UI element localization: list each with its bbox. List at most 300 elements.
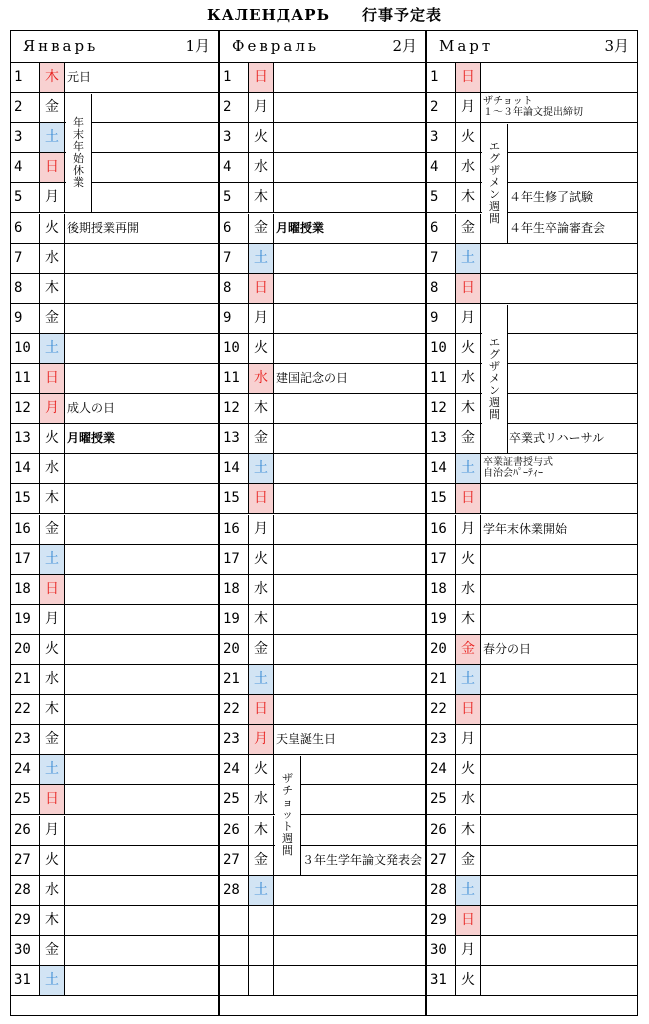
weekday: 水 <box>456 364 481 393</box>
day-row <box>220 876 425 906</box>
day-row <box>427 966 637 996</box>
day-row <box>220 605 425 635</box>
day-number: 2 <box>11 93 40 122</box>
day-number: 6 <box>11 214 40 243</box>
day-row <box>427 545 637 575</box>
day-number: 26 <box>11 816 40 845</box>
day-number: 31 <box>11 966 40 995</box>
day-number: 7 <box>427 244 456 273</box>
vertical-char: ト <box>282 820 293 834</box>
day-number: 1 <box>220 63 249 92</box>
day-number: 9 <box>11 304 40 333</box>
day-number: 22 <box>11 695 40 724</box>
weekday: 火 <box>249 334 274 363</box>
day-number <box>220 906 249 935</box>
weekday: 火 <box>40 846 65 875</box>
day-row <box>220 936 425 966</box>
day-number: 24 <box>11 755 40 784</box>
vertical-char: 休 <box>73 164 84 178</box>
weekday: 月 <box>249 515 274 544</box>
day-row <box>427 816 637 846</box>
month-header <box>220 31 425 63</box>
day-event: ４年生修了試験 <box>509 190 594 205</box>
weekday: 月 <box>40 605 65 634</box>
weekday: 日 <box>456 695 481 724</box>
day-number: 13 <box>220 424 249 453</box>
day-row <box>220 424 425 454</box>
day-row <box>220 484 425 514</box>
day-row <box>427 364 637 394</box>
day-row <box>11 334 218 364</box>
day-number: 13 <box>11 424 40 453</box>
day-event: 卒業証書授与式 自治会ﾊﾟｰﾃｨｰ <box>483 457 553 480</box>
day-row <box>11 816 218 846</box>
day-number <box>220 936 249 965</box>
day-number: 23 <box>11 725 40 754</box>
day-event: ４年生卒論審査会 <box>509 220 606 235</box>
day-number: 13 <box>427 424 456 453</box>
day-number: 4 <box>11 153 40 182</box>
day-row <box>220 183 425 213</box>
weekday: 木 <box>456 605 481 634</box>
day-number: 1 <box>427 63 456 92</box>
day-row <box>220 665 425 695</box>
month-name-ru: Февраль <box>232 37 320 55</box>
weekday: 日 <box>40 364 65 393</box>
month-name-jp: 3月 <box>604 37 629 55</box>
month-name-ru: Март <box>439 37 494 55</box>
day-event: 建国記念の日 <box>276 371 349 385</box>
day-number: 21 <box>11 665 40 694</box>
day-number: 17 <box>427 545 456 574</box>
day-row <box>220 454 425 484</box>
day-row <box>11 394 218 424</box>
day-row <box>11 515 218 545</box>
weekday: 水 <box>40 665 65 694</box>
weekday: 月 <box>456 93 481 122</box>
day-number: 6 <box>427 214 456 243</box>
day-number: 23 <box>220 725 249 754</box>
day-row <box>11 545 218 575</box>
weekday: 月 <box>456 725 481 754</box>
day-row <box>220 93 425 123</box>
day-number: 10 <box>11 334 40 363</box>
vertical-char: ョ <box>282 796 293 810</box>
day-number: 27 <box>11 846 40 875</box>
weekday: 金 <box>40 515 65 544</box>
day-row <box>427 63 637 93</box>
weekday <box>249 906 274 935</box>
day-number: 15 <box>11 484 40 513</box>
weekday: 火 <box>249 545 274 574</box>
vertical-char: 始 <box>73 152 84 166</box>
day-row <box>11 454 218 484</box>
day-row <box>427 635 637 665</box>
weekday: 金 <box>40 93 65 122</box>
weekday: 土 <box>456 665 481 694</box>
day-number: 4 <box>220 153 249 182</box>
day-row <box>220 214 425 244</box>
day-number: 19 <box>220 605 249 634</box>
month-name-jp: 2月 <box>392 37 417 55</box>
weekday: 日 <box>249 63 274 92</box>
day-event: 月曜授業 <box>67 431 116 446</box>
vertical-char: 間 <box>282 844 293 858</box>
day-row <box>11 304 218 334</box>
vertical-char: 週 <box>489 200 500 214</box>
day-number: 15 <box>220 484 249 513</box>
day-row <box>427 214 637 244</box>
day-event: 後期授業再開 <box>67 220 140 235</box>
weekday: 金 <box>456 424 481 453</box>
weekday: 土 <box>40 334 65 363</box>
day-number: 21 <box>427 665 456 694</box>
day-row <box>11 424 218 454</box>
page-title: КАЛЕНДАРЬ 行事予定表 <box>207 6 442 24</box>
day-row <box>220 906 425 936</box>
calendar-grid <box>10 30 638 1016</box>
day-number: 23 <box>427 725 456 754</box>
weekday: 日 <box>456 484 481 513</box>
weekday: 土 <box>249 665 274 694</box>
month-header <box>427 31 637 63</box>
weekday: 土 <box>40 966 65 995</box>
weekday: 金 <box>249 214 274 243</box>
vertical-char: ン <box>489 188 500 202</box>
day-number: 8 <box>11 274 40 303</box>
weekday: 木 <box>249 605 274 634</box>
day-row <box>220 575 425 605</box>
day-row <box>11 153 218 183</box>
day-row <box>427 665 637 695</box>
day-event: 元日 <box>67 70 92 84</box>
day-row <box>11 906 218 936</box>
weekday: 火 <box>456 334 481 363</box>
vertical-char: グ <box>489 152 500 166</box>
weekday: 木 <box>40 695 65 724</box>
day-number: 26 <box>220 816 249 845</box>
day-number: 15 <box>427 484 456 513</box>
day-number: 25 <box>11 785 40 814</box>
day-number: 5 <box>427 183 456 212</box>
day-number: 11 <box>427 364 456 393</box>
day-number: 9 <box>427 304 456 333</box>
weekday: 金 <box>456 214 481 243</box>
vertical-char: 年 <box>73 116 84 130</box>
day-row <box>220 785 425 815</box>
weekday: 月 <box>40 816 65 845</box>
vertical-char: 週 <box>489 396 500 410</box>
day-row <box>427 93 637 123</box>
vertical-event-label <box>66 94 92 212</box>
weekday: 水 <box>249 785 274 814</box>
weekday: 水 <box>40 244 65 273</box>
day-row <box>220 244 425 274</box>
weekday: 月 <box>249 725 274 754</box>
day-number: 2 <box>427 93 456 122</box>
vertical-char: 間 <box>489 212 500 226</box>
day-number: 25 <box>427 785 456 814</box>
day-row <box>220 755 425 785</box>
day-row <box>11 876 218 906</box>
weekday: 水 <box>40 876 65 905</box>
weekday: 土 <box>456 454 481 483</box>
day-row <box>427 755 637 785</box>
day-row <box>220 966 425 996</box>
day-number: 8 <box>427 274 456 303</box>
month-january <box>11 31 218 1015</box>
day-number: 10 <box>427 334 456 363</box>
day-row <box>427 785 637 815</box>
day-event: 学年末休業開始 <box>483 521 568 536</box>
weekday: 木 <box>40 63 65 92</box>
day-number: 25 <box>220 785 249 814</box>
vertical-char: エ <box>489 140 500 154</box>
weekday: 土 <box>40 755 65 784</box>
day-row <box>427 123 637 153</box>
vertical-char: メ <box>489 176 500 190</box>
weekday: 金 <box>249 635 274 664</box>
day-number: 29 <box>11 906 40 935</box>
day-row <box>427 575 637 605</box>
day-number: 19 <box>427 605 456 634</box>
weekday <box>249 936 274 965</box>
day-number: 22 <box>220 695 249 724</box>
weekday: 火 <box>456 123 481 152</box>
weekday: 日 <box>456 274 481 303</box>
day-number <box>220 966 249 995</box>
day-number: 29 <box>427 906 456 935</box>
weekday: 火 <box>40 214 65 243</box>
day-row <box>427 424 637 454</box>
day-row <box>11 966 218 996</box>
day-row <box>11 93 218 123</box>
day-number: 24 <box>220 755 249 784</box>
weekday: 土 <box>249 454 274 483</box>
weekday: 金 <box>40 304 65 333</box>
day-number: 3 <box>220 123 249 152</box>
weekday: 木 <box>456 183 481 212</box>
day-row <box>427 695 637 725</box>
weekday: 月 <box>40 183 65 212</box>
day-row <box>11 123 218 153</box>
weekday: 日 <box>40 153 65 182</box>
day-number: 27 <box>220 846 249 875</box>
day-row <box>220 334 425 364</box>
day-number: 28 <box>11 876 40 905</box>
day-row <box>220 695 425 725</box>
weekday: 金 <box>249 846 274 875</box>
weekday: 水 <box>249 575 274 604</box>
day-event: ３年生学年論文発表会 <box>302 852 423 867</box>
weekday: 日 <box>249 484 274 513</box>
day-number: 1 <box>11 63 40 92</box>
vertical-char: 業 <box>73 176 84 190</box>
day-number: 31 <box>427 966 456 995</box>
day-row <box>220 515 425 545</box>
day-number: 14 <box>11 454 40 483</box>
day-number: 9 <box>220 304 249 333</box>
month-header <box>11 31 218 63</box>
day-number: 14 <box>427 454 456 483</box>
day-row <box>427 906 637 936</box>
month-name-jp: 1月 <box>185 37 210 55</box>
day-number: 11 <box>11 364 40 393</box>
vertical-char: ザ <box>489 164 500 178</box>
weekday: 日 <box>249 274 274 303</box>
weekday: 月 <box>456 304 481 333</box>
day-row <box>11 364 218 394</box>
day-row <box>11 695 218 725</box>
day-row <box>11 665 218 695</box>
weekday: 土 <box>456 244 481 273</box>
vertical-char: ン <box>489 384 500 398</box>
vertical-char: グ <box>489 348 500 362</box>
day-row <box>427 936 637 966</box>
day-row <box>11 63 218 93</box>
vertical-char: 年 <box>73 140 84 154</box>
day-row <box>11 274 218 304</box>
day-event: 天皇誕生日 <box>276 732 337 747</box>
weekday <box>249 966 274 995</box>
day-row <box>220 846 425 876</box>
weekday: 火 <box>40 424 65 453</box>
day-number: 20 <box>220 635 249 664</box>
weekday: 火 <box>40 635 65 664</box>
day-row <box>427 846 637 876</box>
weekday: 月 <box>456 515 481 544</box>
weekday: 日 <box>40 785 65 814</box>
day-row <box>220 635 425 665</box>
weekday: 木 <box>40 906 65 935</box>
weekday: 木 <box>249 394 274 423</box>
vertical-event-label <box>482 124 508 242</box>
day-row <box>427 394 637 424</box>
day-number: 17 <box>11 545 40 574</box>
day-row <box>427 725 637 755</box>
weekday: 水 <box>249 153 274 182</box>
day-row <box>427 274 637 304</box>
weekday: 土 <box>40 545 65 574</box>
weekday: 土 <box>456 876 481 905</box>
day-number: 20 <box>11 635 40 664</box>
vertical-char: メ <box>489 372 500 386</box>
day-number: 16 <box>220 515 249 544</box>
day-row <box>11 635 218 665</box>
day-row <box>220 274 425 304</box>
weekday: 木 <box>40 484 65 513</box>
day-row <box>427 304 637 334</box>
weekday: 金 <box>456 635 481 664</box>
day-row <box>11 484 218 514</box>
day-row <box>220 304 425 334</box>
day-row <box>11 846 218 876</box>
day-row <box>427 334 637 364</box>
day-number: 14 <box>220 454 249 483</box>
day-row <box>11 183 218 213</box>
day-event: 卒業式リハーサル <box>509 431 605 446</box>
weekday: 月 <box>249 93 274 122</box>
day-number: 26 <box>427 816 456 845</box>
day-row <box>11 936 218 966</box>
day-number: 5 <box>220 183 249 212</box>
day-number: 5 <box>11 183 40 212</box>
day-number: 20 <box>427 635 456 664</box>
weekday: 木 <box>456 816 481 845</box>
day-number: 22 <box>427 695 456 724</box>
weekday: 金 <box>40 725 65 754</box>
day-row <box>11 785 218 815</box>
weekday: 水 <box>249 364 274 393</box>
day-number: 18 <box>220 575 249 604</box>
weekday: 火 <box>456 755 481 784</box>
day-event: 月曜授業 <box>276 220 325 235</box>
weekday: 火 <box>249 123 274 152</box>
weekday: 金 <box>40 936 65 965</box>
vertical-char: 間 <box>489 408 500 422</box>
weekday: 水 <box>40 454 65 483</box>
day-number: 3 <box>11 123 40 152</box>
day-number: 3 <box>427 123 456 152</box>
day-row <box>427 484 637 514</box>
month-march <box>427 31 637 1015</box>
day-number: 16 <box>11 515 40 544</box>
day-row <box>427 605 637 635</box>
weekday: 金 <box>249 424 274 453</box>
day-row <box>11 605 218 635</box>
vertical-char: チ <box>282 784 293 798</box>
vertical-char: ザ <box>489 360 500 374</box>
day-number: 28 <box>220 876 249 905</box>
day-number: 11 <box>220 364 249 393</box>
day-event: 春分の日 <box>483 641 532 656</box>
weekday: 金 <box>456 846 481 875</box>
weekday: 木 <box>249 816 274 845</box>
vertical-char: エ <box>489 336 500 350</box>
day-row <box>220 725 425 755</box>
day-row <box>11 575 218 605</box>
weekday: 火 <box>249 755 274 784</box>
month-february <box>220 31 425 1015</box>
weekday: 火 <box>456 545 481 574</box>
day-number: 12 <box>220 394 249 423</box>
day-number: 8 <box>220 274 249 303</box>
day-number: 12 <box>11 394 40 423</box>
weekday: 土 <box>249 876 274 905</box>
vertical-char: ザ <box>282 772 293 786</box>
vertical-event-label <box>482 305 508 454</box>
day-row <box>427 515 637 545</box>
day-row <box>11 755 218 785</box>
day-event: 成人の日 <box>67 401 116 416</box>
day-number: 7 <box>220 244 249 273</box>
day-number: 18 <box>11 575 40 604</box>
day-number: 10 <box>220 334 249 363</box>
weekday: 日 <box>40 575 65 604</box>
day-number: 17 <box>220 545 249 574</box>
month-name-ru: Январь <box>23 37 99 55</box>
day-number: 7 <box>11 244 40 273</box>
weekday: 水 <box>456 785 481 814</box>
day-row <box>220 123 425 153</box>
day-event: ザチョット １～３年論文提出締切 <box>483 96 583 119</box>
vertical-char: ッ <box>282 808 293 822</box>
vertical-char: 週 <box>282 832 293 846</box>
weekday: 木 <box>249 183 274 212</box>
weekday: 水 <box>456 153 481 182</box>
weekday: 土 <box>40 123 65 152</box>
day-row <box>427 183 637 213</box>
